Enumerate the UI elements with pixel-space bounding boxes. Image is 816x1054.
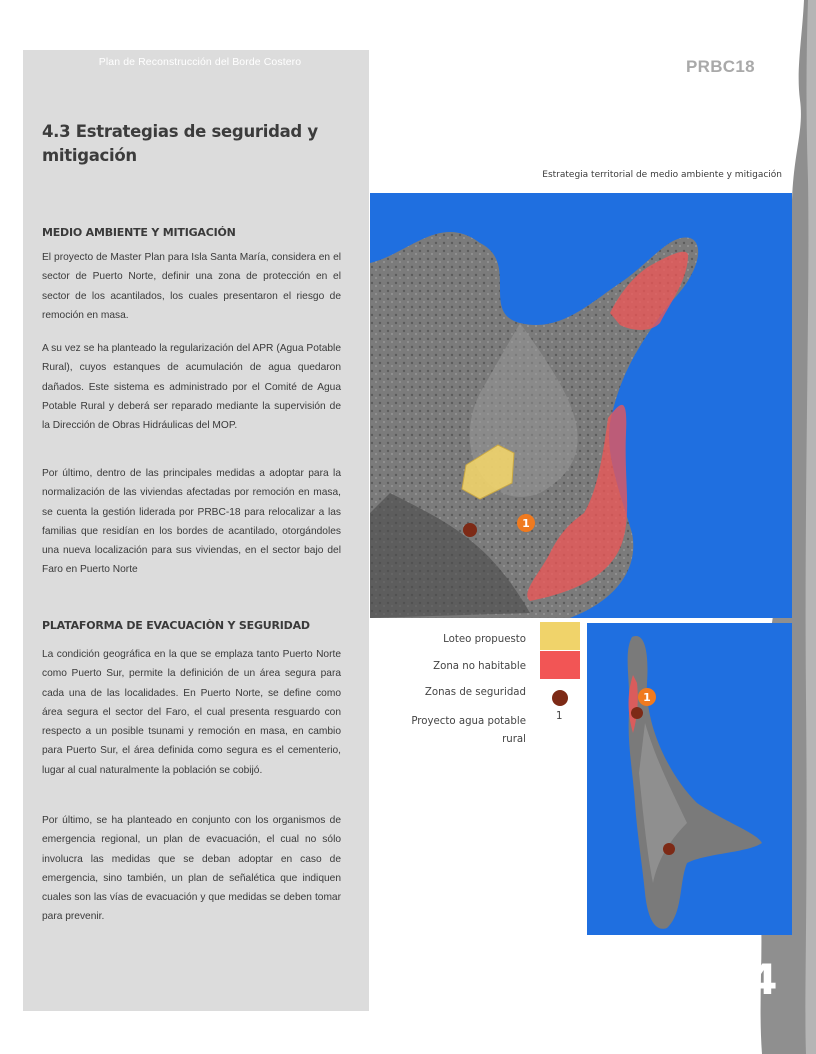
plataforma-paragraph-1: La condición geográfica en la que se emplaza tanto Puerto Norte como Puerto Sur, permite la definición de un área segura para cada una de las localidades. En Puerto Norte, se define como área segura el sector del Faro, el cual presenta resguardo con respecto a un posible tsunami y remoción en masa, en cambio para Puerto Sur, el área definida como segura es el cementerio, lugar al cual naturalmente la población se cobijó.: [42, 649, 341, 776]
overview-safety-zone-south: [663, 843, 675, 855]
section-title-line2: mitigación: [42, 146, 137, 165]
agua-potable-marker-number: 1: [522, 517, 530, 530]
overview-safety-zone-north: [631, 707, 643, 719]
legend-symbol-agua-potable: 1: [556, 711, 563, 722]
legend-label-agua-potable: [411, 713, 526, 749]
section-title: [42, 120, 362, 168]
legend-swatch-loteo: [540, 622, 580, 650]
legend-label-zonas-seguridad: Zonas de seguridad: [424, 687, 526, 698]
overview-marker-number: 1: [643, 691, 651, 704]
overview-map-isla-santa-maria: [587, 623, 792, 935]
page-number: 24: [718, 955, 779, 1004]
aerial-map-puerto-norte: [370, 193, 792, 618]
medio-ambiente-heading: MEDIO AMBIENTE Y MITIGACIÓN: [42, 226, 236, 239]
medio-ambiente-paragraph-1: El proyecto de Master Plan para Isla Santa María, considera en el sector de Puerto Norte, definir una zona de protección en el sector de los acantilados, los cuales presentaron el riesgo de remoción en masa.: [42, 252, 341, 321]
plataforma-paragraph-2: Por último, se ha planteado en conjunto con los organismos de emergencia regional, un plan de evacuación, el cual no sólo involucra las medidas que se deban adoptar en caso de emergencia, sino también, un plan de señalética que indiquen cuales son las vías de evacuación y que medidas se deben tomar para prevenir.: [42, 815, 341, 923]
legend-label-agua-potable-line1: Proyecto agua potable: [411, 716, 526, 727]
plan-title: Plan de Reconstrucción del Borde Costero: [98, 56, 302, 68]
legend-label-loteo: Loteo propuesto: [443, 634, 526, 645]
legend-label-agua-potable-line2: rural: [502, 734, 526, 745]
zona-seguridad-marker: [463, 523, 477, 537]
section-title-line1: 4.3 Estrategias de seguridad y: [42, 122, 318, 141]
map-caption: Estrategia territorial de medio ambiente y mitigación: [542, 170, 782, 180]
legend-swatch-zona-no-habitable: [540, 651, 580, 679]
legend-symbol-zonas-seguridad: [552, 690, 568, 706]
legend-label-zona-no-habitable: Zona no habitable: [433, 661, 526, 672]
medio-ambiente-paragraph-3: Por último, dentro de las principales medidas a adoptar para la normalización de las viviendas afectadas por remoción en masa, se cuenta la gestión liderada por PRBC-18 para relocalizar a las familias que residían en los bordes de acantilado, otorgándoles una nueva localización para sus viviendas, en el sector bajo del Faro en Puerto Norte: [42, 468, 341, 576]
brand-label: PRBC18: [686, 57, 755, 76]
medio-ambiente-paragraph-2: A su vez se ha planteado la regularización del APR (Agua Potable Rural), cuyos estanques de acumulación de agua quedaron dañados. Este sistema es administrado por el Comité de Agua Potable Rural y deberá ser reparado mediante la supervisión de la Dirección de Obras Hidráulicas del MOP.: [42, 343, 341, 432]
plataforma-heading: PLATAFORMA DE EVACUACIÒN Y SEGURIDAD: [42, 619, 310, 632]
